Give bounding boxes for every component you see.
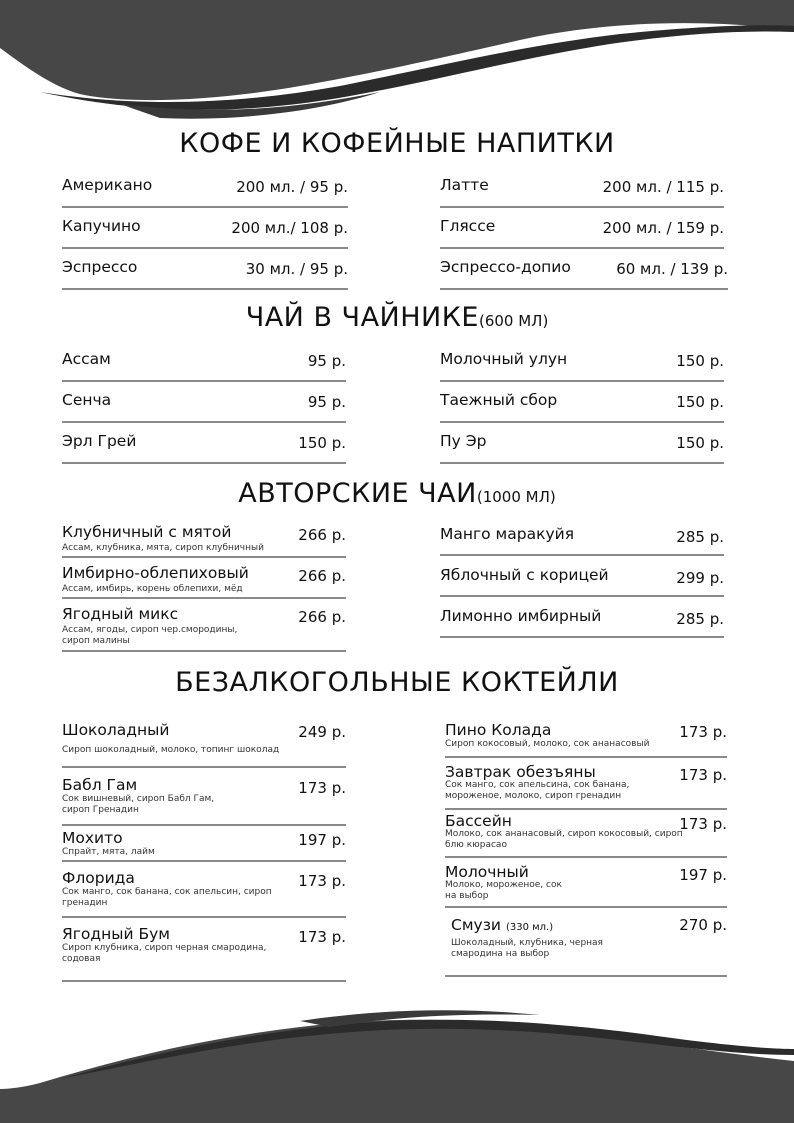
menu-item — [440, 602, 724, 638]
item-price: 173 р. — [298, 928, 346, 946]
item-name: Лимонно имбирный — [440, 607, 602, 625]
section-title-author-tea: АВТОРСКИЕ ЧАИ(1000 МЛ) — [238, 478, 556, 509]
item-price: 30 мл. / 95 р. — [245, 260, 348, 278]
item-price: 150 р. — [676, 434, 724, 452]
menu-item — [440, 561, 724, 597]
item-price: 173 р. — [679, 815, 727, 833]
menu-item — [440, 520, 724, 556]
item-price: 299 р. — [676, 569, 724, 587]
item-price: 95 р. — [307, 352, 346, 370]
menu-item — [62, 252, 348, 290]
item-name: Ягодный Бум — [62, 925, 170, 943]
item-price: 150 р. — [676, 393, 724, 411]
menu-item — [62, 211, 348, 249]
item-name: Бассейн — [445, 812, 512, 830]
item-description: Молоко, сок ананасовый, сироп кокосовый, сироп блю кюрасао — [445, 829, 683, 850]
item-price: 197 р. — [298, 831, 346, 849]
item-description: Сок вишневый, сироп Бабл Гам, сироп Гренадин — [62, 794, 215, 815]
item-price: 200 мл./ 108 р. — [231, 219, 348, 237]
item-price: 173 р. — [679, 766, 727, 784]
item-name: Эспрессо — [62, 258, 138, 276]
brush-stroke-top-decoration — [0, 0, 794, 130]
item-price: 150 р. — [676, 352, 724, 370]
item-price: 285 р. — [676, 610, 724, 628]
item-price: 249 р. — [298, 723, 346, 741]
menu-item — [445, 862, 727, 908]
menu-item — [440, 170, 724, 208]
item-price: 266 р. — [298, 526, 346, 544]
menu-item — [445, 718, 727, 758]
menu-item — [62, 170, 348, 208]
menu-item — [445, 812, 727, 858]
item-description: Ассам, клубника, мята, сироп клубничный — [62, 543, 264, 553]
item-price: 285 р. — [676, 528, 724, 546]
item-description: Молоко, мороженое, сок на выбор — [445, 880, 562, 901]
item-description: Сироп шоколадный, молоко, топинг шоколад — [62, 745, 280, 755]
item-description: Сироп кокосовый, молоко, сок ананасовый — [445, 739, 650, 749]
menu-item — [62, 385, 346, 423]
item-price: 95 р. — [307, 393, 346, 411]
item-name: Клубничный с мятой — [62, 523, 232, 541]
menu-item — [62, 344, 346, 382]
item-price: 197 р. — [679, 866, 727, 884]
menu-item — [445, 912, 727, 977]
section-title-cocktails: БЕЗАЛКОГОЛЬНЫЕ КОКТЕЙЛИ — [175, 667, 619, 698]
item-name: Сенча — [62, 391, 112, 409]
menu-item — [445, 762, 727, 810]
item-volume-note: (330 мл.) — [505, 922, 554, 933]
item-name: Латте — [440, 176, 489, 194]
section-title-coffee: КОФЕ И КОФЕЙНЫЕ НАПИТКИ — [179, 128, 615, 159]
item-price: 266 р. — [298, 567, 346, 585]
item-name: Флорида — [62, 869, 135, 887]
item-name: Молочный — [445, 863, 529, 881]
item-description: Сок манго, сок банана, сок апельсин, сироп гренадин — [62, 887, 272, 908]
item-price: 266 р. — [298, 608, 346, 626]
menu-item — [440, 252, 728, 290]
item-description: Спрайт, мята, лайм — [62, 847, 155, 857]
item-name: Бабл Гам — [62, 776, 138, 794]
item-price: 200 мл. / 159 р. — [602, 219, 724, 237]
menu-item — [62, 868, 346, 918]
item-price: 270 р. — [679, 916, 727, 934]
item-description: Шоколадный, клубника, черная смародина на выбор — [451, 938, 603, 959]
item-name: Пу Эр — [440, 432, 487, 450]
item-price: 173 р. — [298, 779, 346, 797]
menu-item — [62, 561, 346, 599]
item-name: Капучино — [62, 217, 141, 235]
item-name: Имбирно-облепиховый — [62, 564, 249, 582]
menu-item — [62, 774, 346, 826]
menu-item — [440, 426, 724, 464]
item-name: Эспрессо-допио — [440, 258, 571, 276]
menu-item — [62, 828, 346, 862]
menu-item — [62, 426, 346, 464]
item-price: 200 мл. / 115 р. — [602, 178, 724, 196]
section-subtitle-author-tea: (1000 МЛ) — [476, 488, 556, 506]
item-name: Американо — [62, 176, 153, 194]
menu-item — [440, 344, 724, 382]
menu-item — [62, 924, 346, 982]
item-name: Завтрак обезъяны — [445, 763, 596, 781]
item-price: 150 р. — [298, 434, 346, 452]
item-name: Мохито — [62, 829, 123, 847]
item-price: 173 р. — [298, 872, 346, 890]
item-price: 200 мл. / 95 р. — [236, 178, 348, 196]
item-description: Сироп клубника, сироп черная смародина, содовая — [62, 943, 267, 964]
item-name: Ассам — [62, 350, 111, 368]
item-name: Смузи (330 мл.) — [451, 916, 554, 934]
item-name: Ягодный микс — [62, 605, 179, 623]
item-name: Яблочный с корицей — [440, 566, 609, 584]
item-name: Эрл Грей — [62, 432, 137, 450]
menu-item — [440, 385, 724, 423]
item-name: Манго маракуйя — [440, 525, 575, 543]
item-name: Пино Колада — [445, 721, 552, 739]
item-name: Гляссе — [440, 217, 496, 235]
item-description: Ассам, ягоды, сироп чер.смородины, сироп малины — [62, 625, 238, 646]
item-name: Молочный улун — [440, 350, 568, 368]
menu-item — [62, 718, 346, 768]
brush-stroke-bottom-decoration — [0, 983, 794, 1123]
item-price: 173 р. — [679, 723, 727, 741]
section-title-tea: ЧАЙ В ЧАЙНИКЕ(600 МЛ) — [245, 302, 549, 333]
menu-item — [440, 211, 724, 249]
section-subtitle-tea: (600 МЛ) — [478, 312, 549, 330]
item-name: Шоколадный — [62, 721, 170, 739]
menu-item — [62, 520, 346, 558]
item-description: Ассам, имбирь, корень облепихи, мёд — [62, 584, 243, 594]
item-description: Сок манго, сок апельсина, сок банана, мороженое, молоко, сироп гренадин — [445, 780, 630, 801]
item-name: Таежный сбор — [440, 391, 558, 409]
item-price: 60 мл. / 139 р. — [616, 260, 728, 278]
menu-item — [62, 602, 346, 652]
